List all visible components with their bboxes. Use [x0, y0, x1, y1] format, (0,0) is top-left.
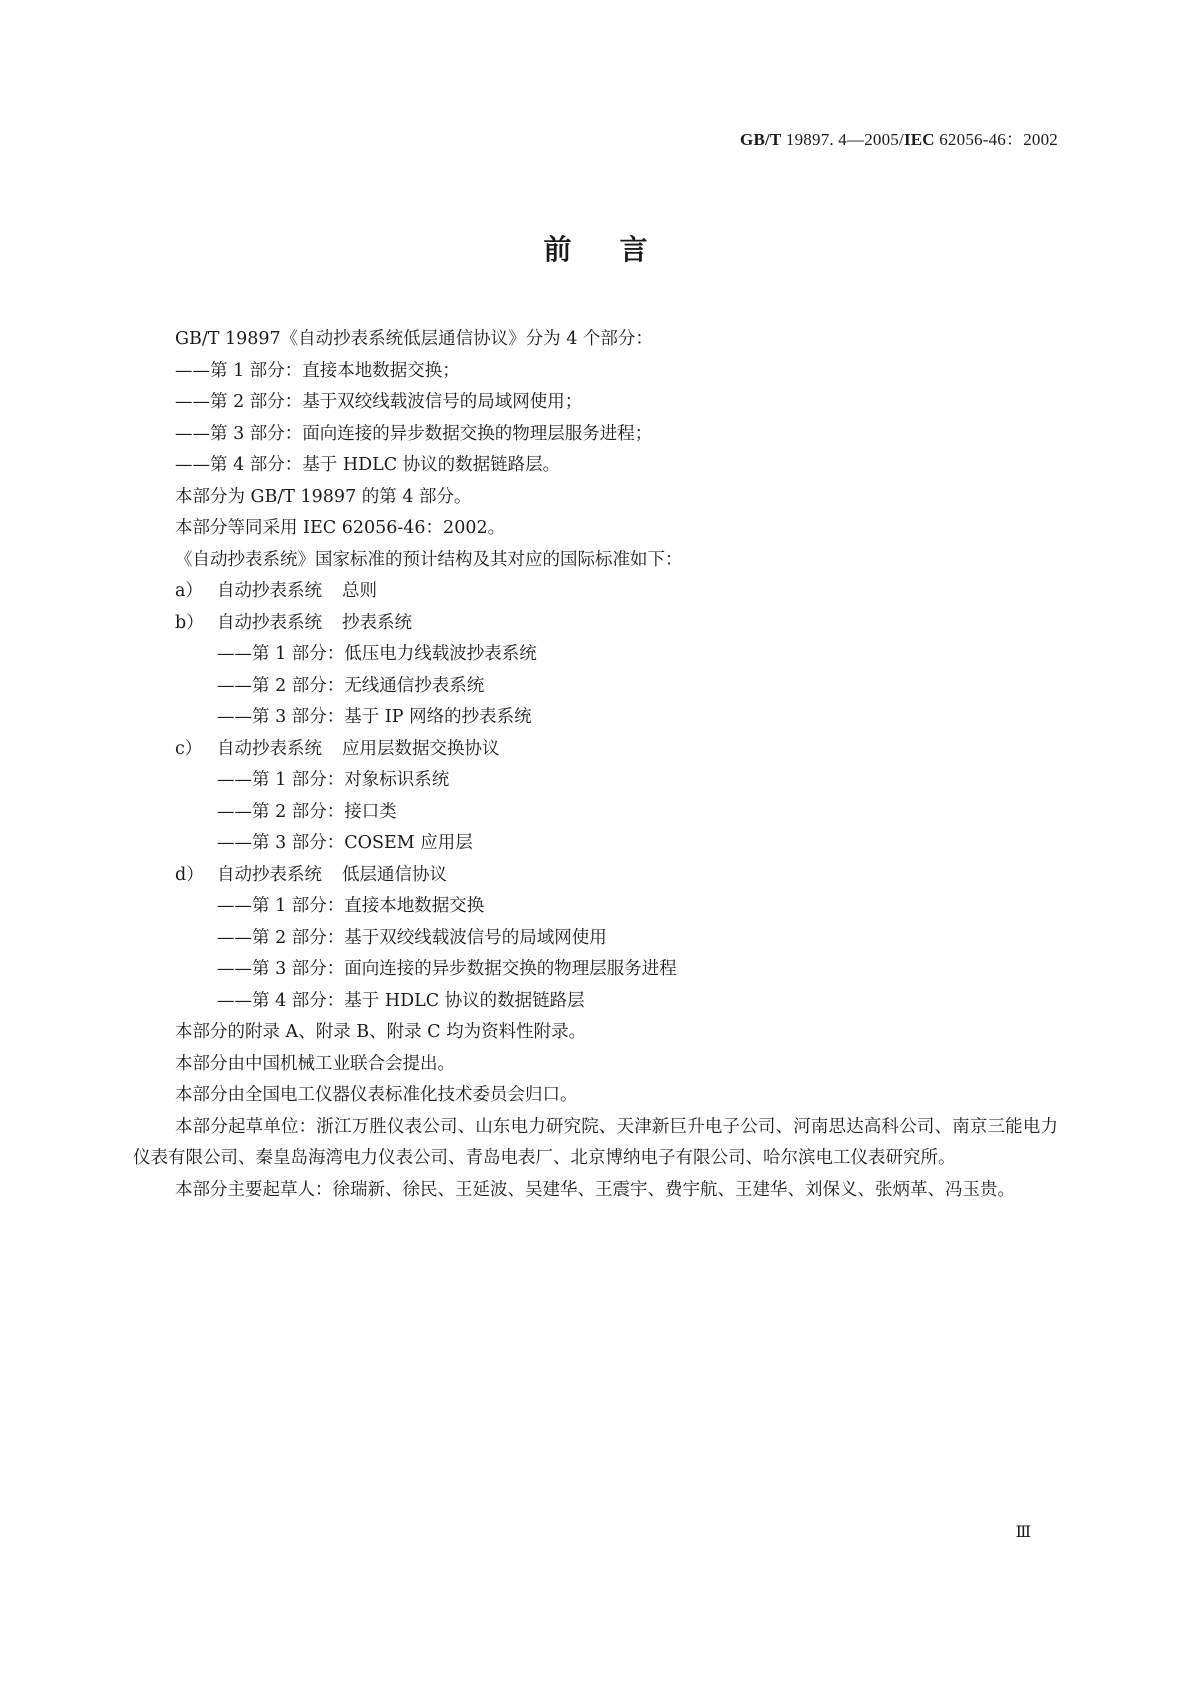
equivalent-line: 本部分等同采用 IEC 62056-46：2002。 [175, 518, 506, 538]
item-d-part-1: ——第 1 部分：直接本地数据交换 [217, 896, 485, 916]
item-title-right: 应用层数据交换协议 [342, 738, 500, 759]
item-d-part-3: ——第 3 部分：面向连接的异步数据交换的物理层服务进程 [217, 959, 677, 979]
this-part-line: 本部分为 GB/T 19897 的第 4 部分。 [175, 486, 472, 507]
page-number: Ⅲ [1015, 1524, 1031, 1541]
series-part-3: ——第 3 部分：面向连接的异步数据交换的物理层服务进程； [175, 423, 653, 444]
item-d-part-4: ——第 4 部分：基于 HDLC 协议的数据链路层 [217, 990, 585, 1011]
item-title-right: 抄表系统 [342, 612, 412, 633]
item-title-left: 自动抄表系统 [217, 738, 322, 759]
item-marker: b） [175, 612, 204, 633]
overview-line: GB/T 19897《自动抄表系统低层通信协议》分为 4 个部分： [175, 329, 653, 349]
centralized-by-line: 本部分由全国电工仪器仪表标准化技术委员会归口。 [175, 1085, 578, 1105]
standard-code-header [740, 125, 1058, 150]
drafters-paragraph: 本部分主要起草人：徐瑞新、徐民、王延波、吴建华、王震宇、费宇航、王建华、刘保义、张炳革、冯玉贵。 [175, 1179, 1015, 1200]
item-b-part-3: ——第 3 部分：基于 IP 网络的抄表系统 [217, 707, 532, 727]
standard-code-number: 19897. 4—2005/ [781, 130, 904, 149]
item-d-part-2: ——第 2 部分：基于双绞线载波信号的局域网使用 [217, 927, 607, 948]
standard-code-prefix: GB/T [740, 130, 782, 149]
item-c-part-1: ——第 1 部分：对象标识系统 [217, 770, 450, 790]
standard-code-iec: IEC [903, 130, 935, 149]
proposed-by-line: 本部分由中国机械工业联合会提出。 [175, 1053, 455, 1074]
foreword-body [133, 324, 1058, 1206]
item-title-right: 总则 [342, 581, 377, 601]
item-c-part-3: ——第 3 部分：COSEM 应用层 [217, 833, 473, 853]
item-marker: a） [175, 581, 203, 601]
structure-item-d [133, 860, 1058, 892]
item-c-part-2: ——第 2 部分：接口类 [217, 801, 397, 822]
series-part-2: ——第 2 部分：基于双绞线载波信号的局域网使用； [175, 392, 583, 412]
item-title-left: 自动抄表系统 [217, 581, 322, 601]
standard-code-iec-number: 62056-46：2002 [934, 130, 1058, 149]
page-title: 前言 [543, 233, 696, 266]
series-part-1: ——第 1 部分：直接本地数据交换； [175, 360, 460, 381]
structure-intro-line: 《自动抄表系统》国家标准的预计结构及其对应的国际标准如下： [175, 549, 683, 570]
item-title-left: 自动抄表系统 [217, 612, 322, 633]
series-part-4: ——第 4 部分：基于 HDLC 协议的数据链路层。 [175, 455, 561, 475]
structure-item-a [133, 576, 1058, 608]
item-b-part-2: ——第 2 部分：无线通信抄表系统 [217, 675, 485, 696]
item-marker: c） [175, 738, 203, 759]
drafting-units-paragraph: 本部分起草单位：浙江万胜仪表公司、山东电力研究院、天津新巨升电子公司、河南思达高科公司、南京三能电力仪表有限公司、秦皇岛海湾电力仪表公司、青岛电表厂、北京博纳电子有限公司、哈尔滨电工仪表研究所。 [133, 1116, 1058, 1168]
item-title-left: 自动抄表系统 [217, 864, 322, 885]
item-title-right: 低层通信协议 [342, 864, 447, 885]
annexes-line: 本部分的附录 A、附录 B、附录 C 均为资料性附录。 [175, 1022, 587, 1042]
item-marker: d） [175, 864, 204, 885]
item-b-part-1: ——第 1 部分：低压电力线载波抄表系统 [217, 644, 537, 664]
structure-item-c [133, 734, 1058, 766]
structure-item-b [133, 608, 1058, 640]
